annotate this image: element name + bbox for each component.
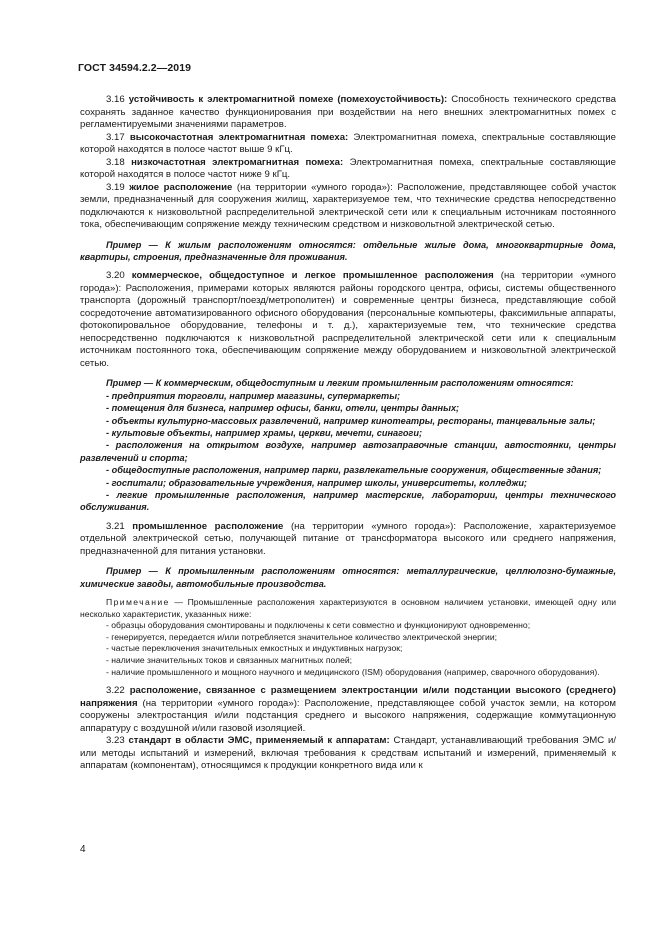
- note-label: Примечание: [106, 597, 170, 608]
- clause-3-23: [80, 735, 616, 773]
- example-item: - культовые объекты, например храмы, церкви, мечети, синагоги;: [106, 427, 423, 438]
- example-item: - общедоступные расположения, например парки, развлекательные сооружения, общественные здания;: [106, 465, 602, 476]
- clause-term: расположение, связанное с размещением электростанции и/или подстанции высокого (среднего) напряжения: [80, 685, 616, 709]
- clause-text: (на территории «умного города»): Расположение, представляющее собой участок земли, предназначенный для сооружения жилищ, характеризуемое тем, что технические средства непосредственно подключаются к низковольтной распределительной электрической сети или к специальным источникам постоянного тока, обеспечивающим сопряжение между техническим средством и низковольтной электрической сетью.: [80, 181, 617, 230]
- clause-3-20-example-intro: Пример — К коммерческим, общедоступным и легким промышленным расположениям относятся:: [106, 378, 574, 389]
- clause-3-21-note: [80, 597, 616, 620]
- clause-text: (на территории «умного города»): Расположение, характеризуемое отдельной электрической сетью, получающей питание от трансформатора высокого или среднего напряжения, предназначенной для питания установки.: [80, 520, 616, 557]
- note-item: - наличие промышленного и мощного научного и медицинского (ISM) оборудования (например, сварочного оборудования).: [106, 666, 600, 677]
- clause-number: 3.20: [106, 270, 125, 282]
- clause-text: Электромагнитная помеха, спектральные составляющие которой находятся в полосе частот ниже 9 кГц.: [80, 156, 616, 180]
- clause-3-19: [80, 182, 616, 232]
- clause-term: стандарт в области ЭМС, применяемый к аппаратам:: [128, 735, 390, 747]
- clause-term: устойчивость к электромагнитной помехе (помехоустойчивость):: [128, 94, 448, 105]
- clause-number: 3.19: [106, 181, 125, 193]
- clause-term: промышленное расположение: [132, 520, 284, 532]
- clause-term: коммерческое, общедоступное и легкое промышленное расположения: [131, 270, 494, 282]
- clause-number: 3.23: [106, 735, 125, 747]
- clause-number: 3.17: [106, 131, 125, 143]
- clause-3-17: [80, 132, 616, 157]
- note-item: - генерируется, передается и/или потребляется значительное количество электрической энергии;: [106, 631, 498, 642]
- clause-3-16: [80, 94, 616, 132]
- clause-number: 3.22: [106, 685, 125, 697]
- example-item: - расположения на открытом воздухе, например автозаправочные станции, автостоянки, центры развлечений и спорта;: [80, 440, 616, 463]
- clause-text: Способность технического средства сохранять заданное качество функционирования при воздействии на него внешних электромагнитных помех с регламентируемыми значениями параметров.: [80, 94, 617, 130]
- clause-3-20: [80, 270, 616, 370]
- clause-term: высокочастотная электромагнитная помеха:: [129, 131, 349, 143]
- clause-text: (на территории «умного города»): Расположение, представляющее собой участок земли, на котором сооружены электростанция и/или подстанция среднего и высокого напряжения, содержащие коммутационную аппаратуру с воздушной и/или газовой изоляцией.: [80, 697, 617, 734]
- note-item: - частые переключения значительных емкостных и индуктивных нагрузок;: [106, 643, 403, 654]
- clause-3-21: [80, 521, 616, 559]
- clause-text: (на территории «умного города»): Расположения, примерами которых являются районы городского центра, офисы, системы общественного транспорта (дорожный транспорт/поезд/метрополитен) и современные центры бизнеса, представляющие собой сосредоточение автоматизированного офисного оборудования (персональные компьютеры, факсимильные аппараты, фотокопировальное оборудование, телефоны и т. д.), характеризуемые тем, что технические средства непосредственно подключаются к низковольтной распределительной электрической сети или к специальным источникам постоянного тока, обеспечивающим сопряжение между оборудованием и низковольтной электрической сетью.: [80, 270, 616, 369]
- clause-number: 3.21: [106, 520, 125, 532]
- note-item: - образцы оборудования смонтированы и подключены к сети совместно и функционируют одновременно;: [106, 620, 531, 631]
- note-text: — Промышленные расположения характеризуются в основном наличием установки, имеющей одну или несколько характеристик, указанных ниже:: [80, 597, 616, 619]
- document-header: ГОСТ 34594.2.2—2019: [78, 62, 192, 74]
- clause-3-18: [80, 157, 616, 182]
- clause-3-22: [80, 685, 616, 735]
- example-item: - легкие промышленные расположения, например мастерские, лаборатории, центры технического обслуживания.: [80, 489, 616, 513]
- example-item: - госпитали; образовательные учреждения, например школы, университеты, колледжи;: [106, 477, 527, 488]
- clause-number: 3.16: [106, 94, 125, 105]
- example-item: - объекты культурно-массовых развлечений, например кинотеатры, рестораны, танцевальные залы;: [106, 415, 596, 426]
- clause-term: низкочастотная электромагнитная помеха:: [131, 156, 344, 168]
- example-item: - предприятия торговли, например магазины, супермаркеты;: [106, 390, 401, 401]
- clause-text: Электромагнитная помеха, спектральные составляющие которой находятся в полосе частот выше 9 кГц.: [80, 131, 616, 155]
- clause-text: Стандарт, устанавливающий требования ЭМС и/или методы испытаний и измерений, включая требования к средствам испытаний и измерений, применяемый к аппаратам (компонентам), относящимся к продукции конкретного вида или к: [80, 735, 617, 772]
- clause-3-21-example: Пример — К промышленным расположениям относятся: металлургические, целлюлозно-бумажные, химические заводы, автомобильные производства.: [80, 566, 616, 589]
- note-item: - наличие значительных токов и связанных магнитных полей;: [106, 655, 353, 666]
- clause-term: жилое расположение: [129, 181, 233, 193]
- document-body: [80, 94, 616, 773]
- example-item: - помещения для бизнеса, например офисы, банки, отели, центры данных;: [106, 403, 460, 414]
- page-number: 4: [80, 844, 86, 855]
- clause-3-19-example: Пример — К жилым расположениям относятся: отдельные жилые дома, многоквартирные дома, квартиры, строения, предназначенные для проживания.: [80, 239, 616, 262]
- clause-number: 3.18: [106, 156, 125, 168]
